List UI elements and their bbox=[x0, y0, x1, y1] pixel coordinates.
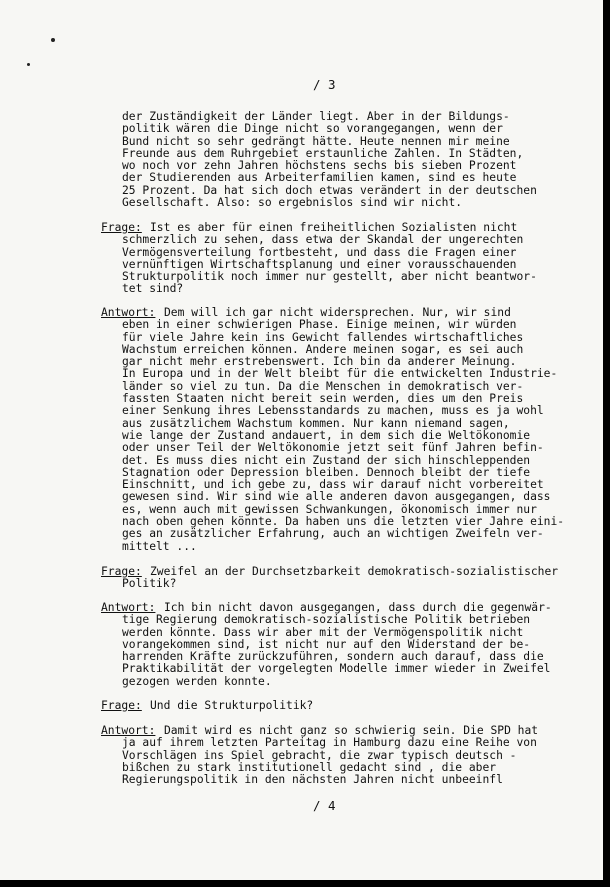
text-line: Regierungspolitik in den nächsten Jahren nicht unbeeinfl bbox=[122, 773, 503, 787]
text-line: Freunde aus dem Ruhrgebiet erstaunliche Zahlen. In Städten, bbox=[122, 146, 524, 160]
speaker-label-answer: Antwort: bbox=[101, 306, 156, 319]
text-line: In Europa und in der Welt bleibt für die entwickelten Industrie- bbox=[122, 367, 558, 381]
speaker-label-question: Frage: bbox=[101, 221, 142, 234]
text-line: 25 Prozent. Da hat sich doch etwas verändert in der deutschen bbox=[122, 183, 537, 197]
text-line: bißchen zu stark institutionell gedacht sind , die aber bbox=[122, 760, 497, 774]
text-line: der Zuständigkeit der Länder liegt. Aber in der Bildungs- bbox=[122, 110, 510, 123]
text-line: gewesen sind. Wir sind wie alle anderen davon ausgegangen, dass bbox=[122, 490, 551, 504]
paragraph-answer-continued bbox=[122, 737, 537, 786]
text-line: Praktikabilität der vorgelegten Modelle immer wieder in Zweifel bbox=[122, 662, 551, 676]
text-line: Ist es aber für einen freiheitlichen Sozialisten nicht bbox=[150, 221, 518, 234]
text-line: nach oben gehen könnte. Da haben uns die letzten vier Jahre eini- bbox=[122, 515, 565, 529]
text-line: aus zusätzlichem Wachstum kommen. Nur kann niemand sagen, bbox=[122, 416, 510, 430]
text-line: fassten Staaten nicht bereit sein werden, dies um den Preis bbox=[122, 392, 524, 406]
speaker-label-question: Frage: bbox=[101, 565, 142, 578]
page-marker-top: / 3 bbox=[313, 77, 336, 92]
scan-edge-bottom bbox=[0, 880, 610, 887]
text-line: gezogen werden konnte. bbox=[122, 674, 272, 688]
speaker-label-answer: Antwort: bbox=[101, 724, 156, 737]
text-line: Bund nicht so sehr gedrängt hätte. Heute nennen mir meine bbox=[122, 134, 510, 148]
text-line: Damit wird es nicht ganz so schwierig sein. Die SPD hat bbox=[164, 724, 539, 737]
text-line: wie lange der Zustand andauert, in dem sich die Weltökonomie bbox=[122, 428, 531, 442]
speaker-label-answer: Antwort: bbox=[101, 601, 156, 614]
text-line: Politik? bbox=[122, 577, 177, 591]
scan-speck bbox=[51, 38, 55, 42]
text-line: Gesellschaft. Also: so ergebnislos sind wir nicht. bbox=[122, 196, 463, 210]
text-line: Zweifel an der Durchsetzbarkeit demokratisch-sozialistischer bbox=[150, 565, 559, 578]
text-line: tige Regierung demokratisch-sozialistische Politik betrieben bbox=[122, 613, 531, 627]
text-line: Einschnitt, und ich gebe zu, dass wir darauf nicht vorbereitet bbox=[122, 478, 544, 492]
text-line: gar nicht mehr erstrebenswert. Ich bin da anderer Meinung. bbox=[122, 355, 517, 369]
page-marker-bottom: / 4 bbox=[313, 798, 336, 813]
text-line: Dem will ich gar nicht widersprechen. Nur, wir sind bbox=[164, 306, 511, 319]
text-line: wo noch vor zehn Jahren höchstens sechs bis sieben Prozent bbox=[122, 159, 517, 173]
paragraph-continuation bbox=[122, 111, 537, 209]
paragraph-question-continued bbox=[122, 578, 176, 590]
text-line: schmerzlich zu sehen, dass etwa der Skandal der ungerechten bbox=[122, 233, 524, 247]
text-line: es, wenn auch mit gewissen Schwankungen, ökonomisch immer nur bbox=[122, 502, 537, 516]
text-line: eben in einer schwierigen Phase. Einige meinen, wir würden bbox=[122, 318, 517, 332]
text-line: ja auf ihrem letzten Parteitag in Hamburg dazu eine Reihe von bbox=[122, 736, 537, 750]
text-line: mittelt ... bbox=[122, 539, 197, 553]
text-line: Und die Strukturpolitik? bbox=[150, 699, 314, 712]
text-line: ges an zusätzlicher Erfahrung, auch an wichtigen Zweifeln ver- bbox=[122, 527, 544, 541]
text-line: Ich bin nicht davon ausgegangen, dass durch die gegenwär- bbox=[164, 601, 552, 614]
text-line: einer Senkung ihres Lebensstandards zu machen, muss es ja wohl bbox=[122, 404, 544, 418]
text-line: politik wären die Dinge nicht so vorangegangen, wenn der bbox=[122, 122, 503, 136]
text-line: det. Es muss dies nicht ein Zustand der sich hinschleppenden bbox=[122, 453, 531, 467]
text-line: Vermögensverteilung fortbesteht, und dass die Fragen einer bbox=[122, 245, 517, 259]
paragraph-question bbox=[150, 566, 558, 578]
scan-edge-right bbox=[603, 0, 610, 887]
text-line: für viele Jahre kein ins Gewicht fallendes wirtschaftliches bbox=[122, 330, 524, 344]
text-line: vernünftigen Wirtschaftsplanung und einer vorausschauenden bbox=[122, 257, 517, 271]
paragraph-answer-continued bbox=[122, 614, 550, 688]
paragraph-question-continued bbox=[122, 234, 537, 295]
text-line: Strukturpolitik noch immer nur gestellt, aber nicht beantwor- bbox=[122, 270, 537, 284]
text-line: länder so viel zu tun. Da die Menschen in demokratisch ver- bbox=[122, 379, 524, 393]
text-line: harrenden Kräfte zurückzuführen, sondern auch darauf, dass die bbox=[122, 650, 544, 664]
text-line: werden könnte. Dass wir aber mit der Vermögenspolitik nicht bbox=[122, 625, 524, 639]
paragraph-answer-continued bbox=[122, 319, 564, 553]
text-line: Vorschlägen ins Spiel gebracht, die zwar typisch deutsch - bbox=[122, 748, 517, 762]
text-line: vorangekommen sind, ist nicht nur auf den Widerstand der be- bbox=[122, 637, 531, 651]
text-line: der Studierenden aus Arbeiterfamilien kamen, sind es heute bbox=[122, 171, 517, 185]
text-line: tet sind? bbox=[122, 282, 184, 296]
text-line: Stagnation oder Depression bleiben. Dennoch bleibt der tiefe bbox=[122, 465, 531, 479]
text-line: Wachstum erreichen können. Andere meinen sogar, es sei auch bbox=[122, 342, 524, 356]
paragraph-question bbox=[150, 700, 313, 712]
speaker-label-question: Frage: bbox=[101, 699, 142, 712]
scan-speck bbox=[27, 63, 30, 66]
text-line: oder unser Teil der Weltökonomie jetzt seit fünf Jahren befin- bbox=[122, 441, 544, 455]
